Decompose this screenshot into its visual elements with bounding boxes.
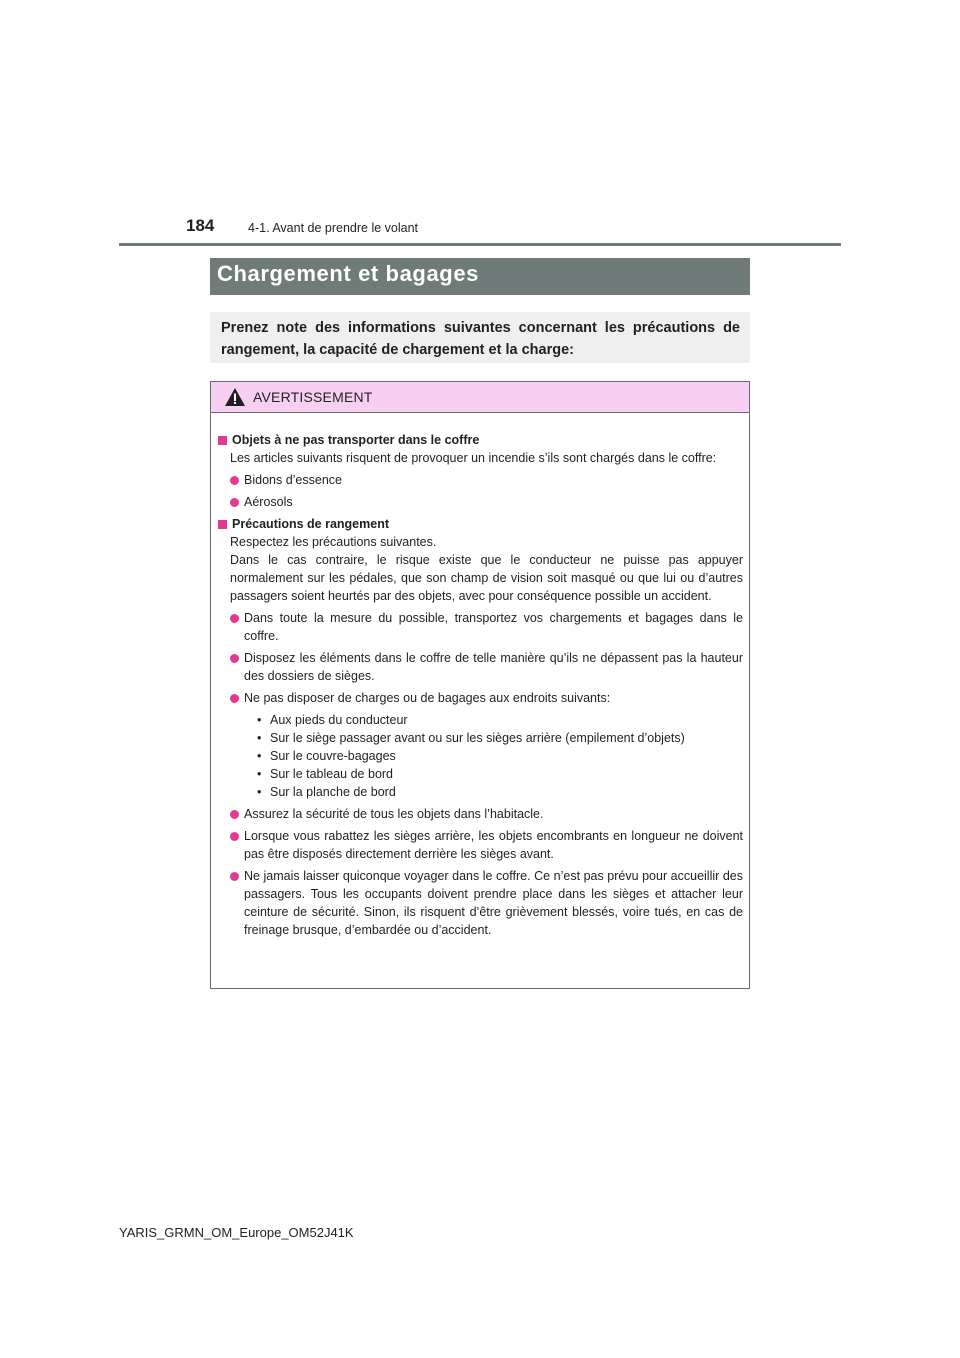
warning-box <box>210 381 750 989</box>
page-title-bar <box>210 258 750 295</box>
list-item: • Sur le couvre-bagages <box>257 749 396 763</box>
paragraph: Respectez les précautions suivantes. <box>230 535 437 549</box>
bullet-item <box>217 609 743 645</box>
page-number: 184 <box>186 216 215 235</box>
bullet-text: Bidons d’essence <box>244 473 342 487</box>
header-rule <box>119 243 841 246</box>
circle-bullet-icon <box>230 872 239 881</box>
warning-body <box>211 413 749 939</box>
warning-label: AVERTISSEMENT <box>253 389 373 405</box>
bullet-text: Dans toute la mesure du possible, transportez vos chargements et bagages dans le coffre. <box>244 611 743 643</box>
circle-bullet-icon <box>230 694 239 703</box>
subheading-text: Objets à ne pas transporter dans le coffre <box>232 433 480 447</box>
bullet-item <box>217 689 743 707</box>
bullet-text: Ne jamais laisser quiconque voyager dans le coffre. Ce n’est pas prévu pour accueillir des passagers. Tous les occupants doivent prendre place dans les sièges et attacher leur ceinture de sécurité. Sinon, ils risquent d’être grièvement blessés, voire tués, en cas de freinage brusque, d’embardée ou d’accident. <box>244 869 743 937</box>
bullet-text: Ne pas disposer de charges ou de bagages aux endroits suivants: <box>244 691 611 705</box>
bullet-item <box>217 493 743 511</box>
list-item: • Aux pieds du conducteur <box>257 713 408 727</box>
bullet-item <box>217 471 743 489</box>
bullet-item <box>217 649 743 685</box>
location-list <box>217 711 743 801</box>
circle-bullet-icon <box>230 654 239 663</box>
circle-bullet-icon <box>230 498 239 507</box>
bullet-text: Assurez la sécurité de tous les objets dans l’habitacle. <box>244 807 544 821</box>
list-item-text: Sur la planche de bord <box>270 785 396 799</box>
section-reference: 4-1. Avant de prendre le volant <box>248 221 419 235</box>
warning-header <box>211 382 749 413</box>
intro-box: Prenez note des informations suivantes concernant les précautions de rangement, la capacité de chargement et la charge: <box>210 312 750 363</box>
page-title: Chargement et bagages <box>217 261 480 286</box>
list-item: • Sur le tableau de bord <box>257 767 394 781</box>
paragraph: Dans le cas contraire, le risque existe que le conducteur ne puisse pas appuyer normalement sur les pédales, que son champ de vision soit masqué ou que lui ou d’autres passagers soient heurtés par des objets, avec pour conséquence possible un accident. <box>230 553 743 603</box>
bullet-text: Lorsque vous rabattez les sièges arrière, les objets encombrants en longueur ne doivent pas être disposés directement derrière les sièges avant. <box>244 829 743 861</box>
warning-triangle-icon <box>224 387 246 407</box>
circle-bullet-icon <box>230 476 239 485</box>
warning-subheading <box>217 515 743 533</box>
bullet-text: Disposez les éléments dans le coffre de telle manière qu’ils ne dépassent pas la hauteur des dossiers de sièges. <box>244 651 743 683</box>
square-bullet-icon <box>218 520 227 529</box>
paragraph: Les articles suivants risquent de provoquer un incendie s’ils sont chargés dans le coffre: <box>230 451 717 465</box>
circle-bullet-icon <box>230 832 239 841</box>
list-item-text: Sur le siège passager avant ou sur les sièges arrière (empilement d’objets) <box>270 731 685 745</box>
warning-subheading <box>217 431 743 449</box>
document-footer-id: YARIS_GRMN_OM_Europe_OM52J41K <box>119 1225 354 1240</box>
list-item: • Sur la planche de bord <box>257 785 396 799</box>
subheading-text: Précautions de rangement <box>232 517 389 531</box>
circle-bullet-icon <box>230 810 239 819</box>
bullet-item <box>217 827 743 863</box>
square-bullet-icon <box>218 436 227 445</box>
bullet-item <box>217 867 743 939</box>
list-item-text: Sur le tableau de bord <box>270 767 394 781</box>
list-item-text: Aux pieds du conducteur <box>270 713 408 727</box>
list-item-text: Sur le couvre-bagages <box>270 749 396 763</box>
list-item: • Sur le siège passager avant ou sur les sièges arrière (empilement d’objets) <box>257 731 685 745</box>
bullet-text: Aérosols <box>244 495 293 509</box>
bullet-item <box>217 805 743 823</box>
circle-bullet-icon <box>230 614 239 623</box>
